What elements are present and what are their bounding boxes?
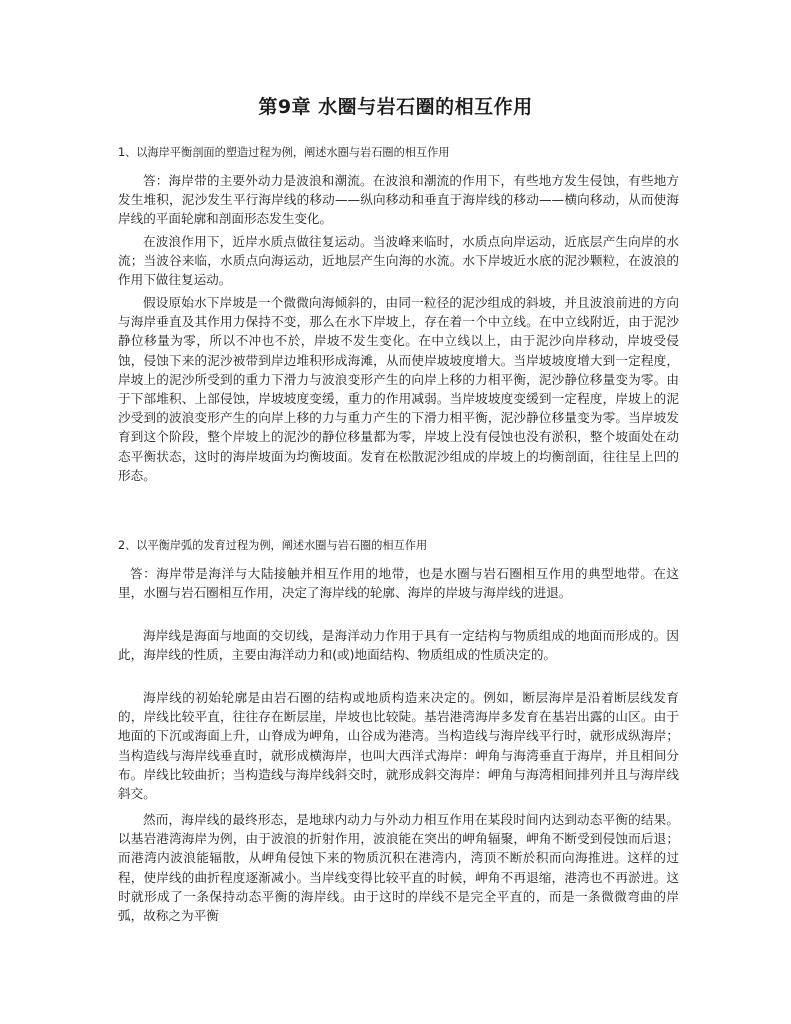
question-1: 1、以海岸平衡剖面的塑造过程为例，阐述水圈与岩石圈的相互作用 xyxy=(118,146,450,159)
answer-1-paragraph-1: 答：海岸带的主要外动力是波浪和潮流。在波浪和潮流的作用下，有些地方发生侵蚀，有些地方发生堆积，泥沙发生平行海岸线的移动——纵向移动和垂直于海岸线的移动——横向移动，从而使海岸线的平面轮廓和剖面形态发生变化。 xyxy=(118,173,679,227)
answer-1-paragraph-2: 在波浪作用下，近岸水质点做往复运动。当波峰来临时，水质点向岸运动，近底层产生向岸的水流；当波谷来临，水质点向海运动，近地层产生向海的水流。水下岸坡近水底的泥沙颗粒，在波浪的作用下做往复运动。 xyxy=(118,234,679,288)
answer-2-paragraph-2: 海岸线是海面与地面的交切线，是海洋动力作用于具有一定结构与物质组成的地面而形成的。因此，海岸线的性质，主要由海洋动力和(或)地面结构、物质组成的性质决定的。 xyxy=(118,628,679,663)
chapter-title: 第9章 水圈与岩石圈的相互作用 xyxy=(258,96,533,118)
answer-2-paragraph-1: 答：海岸带是海洋与大陆接触并相互作用的地带，也是水圈与岩石圈相互作用的典型地带。在这里，水圈与岩石圈相互作用，决定了海岸线的轮廓、海岸的岸坡与海岸线的进退。 xyxy=(118,566,679,601)
answer-2-paragraph-4: 然而，海岸线的最终形态，是地球内动力与外动力相互作用在某段时间内达到动态平衡的结果。以基岩港湾海岸为例，由于波浪的折射作用，波浪能在突出的岬角辐聚，岬角不断受到侵蚀而后退；而港湾内波浪能辐散，从岬角侵蚀下来的物质沉积在港湾内，湾顶不断於积而向海推进。这样的过程，使岸线的曲折程度逐渐减小。当岸线变得比较平直的时候，岬角不再退缩，港湾也不再淤进。这时就形成了一条保持动态平衡的海岸线。由于这时的岸线不是完全平直的，而是一条微微弯曲的岸弧，故称之为平衡 xyxy=(118,812,679,924)
answer-2-paragraph-3: 海岸线的初始轮廓是由岩石圈的结构或地质构造来决定的。例如，断层海岸是沿着断层线发育的，岸线比较平直，往往存在断层崖，岸坡也比较陡。基岩港湾海岸多发育在基岩出露的山区。由于地面的下沉或海面上升，山脊成为岬角，山谷成为港湾。当构造线与海岸线平行时，就形成纵海岸；当构造线与海岸线垂直时，就形成横海岸，也叫大西洋式海岸：岬角与海湾垂直于海岸，并且相间分布。岸线比较曲折；当构造线与海岸线斜交时，就形成斜交海岸：岬角与海湾相间排列并且与海岸线斜交。 xyxy=(118,690,679,802)
question-2: 2、以平衡岸弧的发育过程为例，阐述水圈与岩石圈的相互作用 xyxy=(118,539,428,552)
answer-1-paragraph-3: 假设原始水下岸坡是一个微微向海倾斜的，由同一粒径的泥沙组成的斜坡，并且波浪前进的方向与海岸垂直及其作用力保持不变，那么在水下岸坡上，存在着一个中立线。在中立线附近，由于泥沙静位移量为零，所以不冲也不於，岸坡不发生变化。在中立线以上，由于泥沙向岸移动，岸坡受侵蚀，侵蚀下来的泥沙被带到岸边堆积形成海滩，从而使岸坡坡度增大。当岸坡坡度增大到一定程度，岸坡上的泥沙所受到的重力下滑力与波浪变形产生的向岸上移的力相平衡，泥沙静位移量变为零。由于下部堆积、上部侵蚀，岸坡坡度变缓，重力的作用减弱。当岸坡坡度变缓到一定程度，岸坡上的泥沙受到的波浪变形产生的向岸上移的力与重力产生的下滑力相平衡，泥沙静位移量变为零。当岸坡发育到这个阶段，整个岸坡上的泥沙的静位移量都为零，岸坡上没有侵蚀也没有淤积，整个坡面处在动态平衡状态，这时的海岸坡面为均衡坡面。发育在松散泥沙组成的岸坡上的均衡剖面，往往呈上凹的形态。 xyxy=(118,295,679,483)
